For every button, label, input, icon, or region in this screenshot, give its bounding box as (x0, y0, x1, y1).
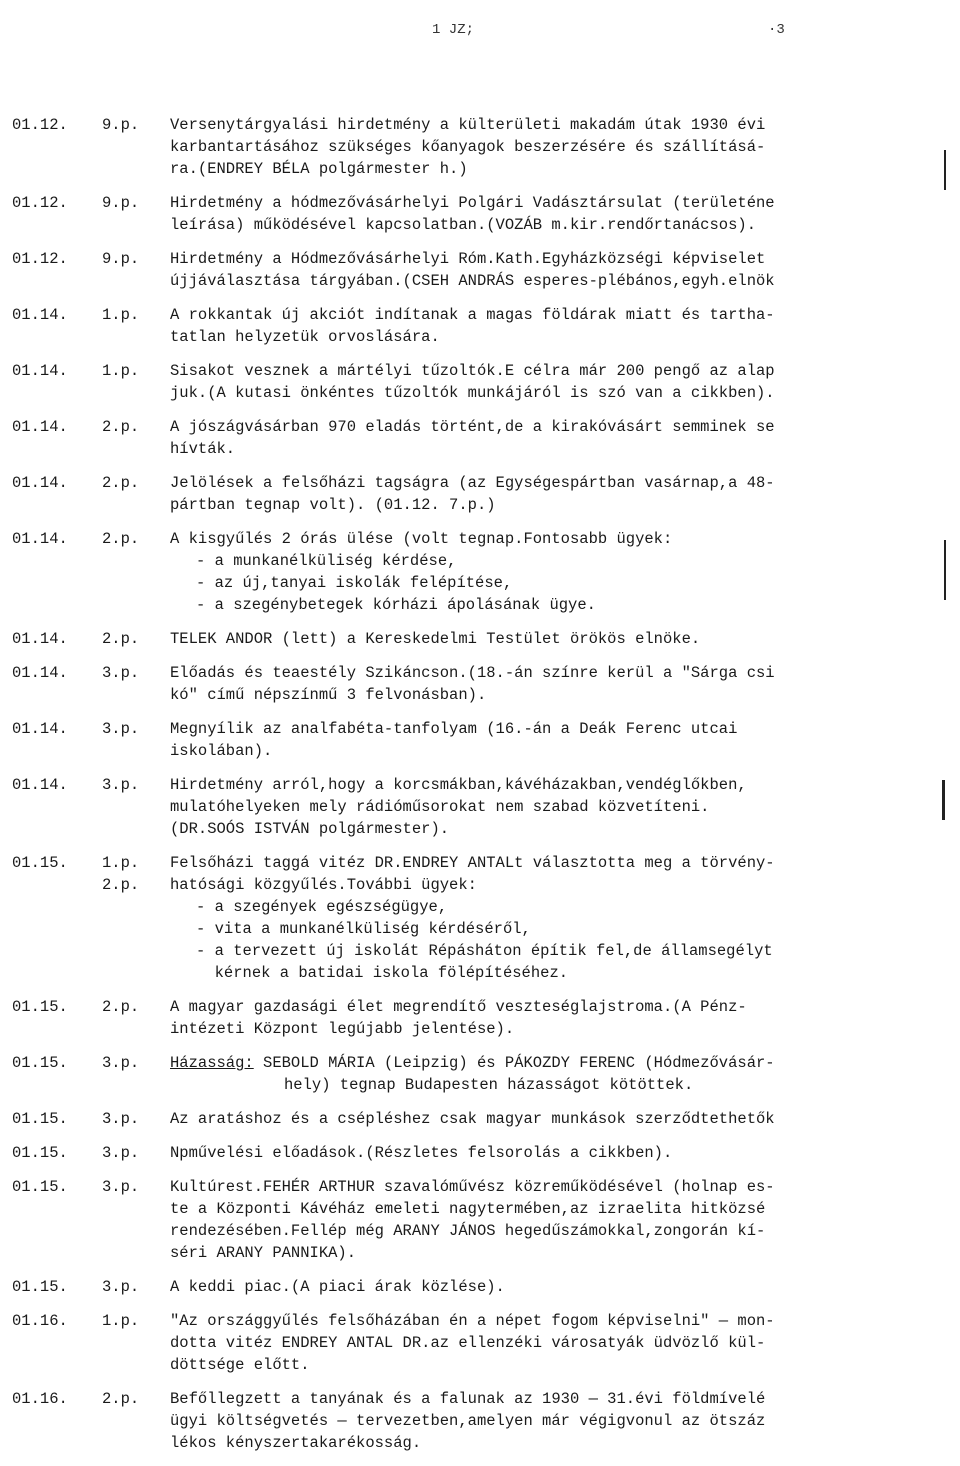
entry-text-line: Hirdetmény a hódmezővásárhelyi Polgári Vadásztársulat (területéne (170, 194, 775, 212)
entry-text-line: Kultúrest.FEHÉR ARTHUR szavalóművész közreműködésével (holnap es- (170, 1178, 775, 1196)
entry-text-line: dotta vitéz ENDREY ANTAL DR.az ellenzéki városatyák üdvözlő kül- (170, 1334, 766, 1352)
entry-row (0, 628, 960, 650)
entry-text-line: döttsége előtt. (170, 1356, 310, 1374)
entry-page-number: 3.p. (102, 664, 140, 682)
entry-text (170, 718, 930, 762)
entry-text (170, 1310, 930, 1376)
entry-text (170, 248, 930, 292)
entry-text-line: lékos kényszertakarékosság. (170, 1434, 422, 1452)
header-left-mark: 1 JZ; (432, 22, 475, 38)
entry-text-line: juk.(A kutasi önkéntes tűzoltók munkájáról is szó van a cikkben). (170, 384, 775, 402)
margin-scan-mark (944, 150, 946, 190)
entry-text (170, 774, 930, 840)
entry-lead-word: Házasság: (170, 1054, 254, 1072)
entry-text-line: Felsőházi taggá vitéz DR.ENDREY ANTALt választotta meg a törvény- (170, 854, 775, 872)
entry-text-line: Befőllegzett a tanyának és a falunak az 1930 — 31.évi földmívelé (170, 1390, 766, 1408)
entry-text (170, 304, 930, 348)
entry-page-number: 2.p. (102, 474, 140, 492)
entry-text-line: leírása) működésével kapcsolatban.(VOZÁB m.kir.rendőrtanácsos). (170, 216, 756, 234)
entry-page-number: 2.p. (102, 876, 140, 894)
entry-text (170, 1388, 930, 1454)
entry-text (170, 416, 930, 460)
entry-date: 01.15. (12, 998, 68, 1016)
entry-page (102, 528, 158, 550)
entry-page (102, 774, 158, 796)
entry-row (0, 662, 960, 706)
entry-page (102, 416, 158, 438)
header-right-mark: ·3 (768, 22, 785, 38)
entry-row (0, 192, 960, 236)
entry-page-number: 2.p. (102, 998, 140, 1016)
entry-text-line: (DR.SOÓS ISTVÁN polgármester). (170, 820, 450, 838)
entry-text (170, 662, 930, 706)
entry-page (102, 1388, 158, 1410)
entry-row (0, 416, 960, 460)
entry-page (102, 718, 158, 740)
entry-text (170, 1176, 930, 1264)
entry-row (0, 996, 960, 1040)
entry-text-line: - a munkanélküliség kérdése, (196, 552, 457, 570)
entry-text-line: - az új,tanyai iskolák felépítése, (196, 574, 513, 592)
entry-date: 01.15. (12, 854, 68, 872)
entry-page (102, 360, 158, 382)
page-header (0, 22, 960, 46)
entry-date: 01.15. (12, 1178, 68, 1196)
entry-date: 01.14. (12, 776, 68, 794)
entry-text-line: Hirdetmény arról,hogy a korcsmákban,kávéházakban,vendéglőkben, (170, 776, 747, 794)
entry-text-line: te a Központi Kávéház emeleti nagytermében,az izraelita hitközsé (170, 1200, 766, 1218)
entry-page-number: 3.p. (102, 720, 140, 738)
entry-date: 01.14. (12, 418, 68, 436)
entry-text (170, 628, 930, 650)
entry-text-line: iskolában). (170, 742, 273, 760)
entry-text (170, 528, 930, 616)
entry-text-line: rendezésében.Fellép még ARANY JÁNOS hegedűszámokkal,zongorán kí- (170, 1222, 766, 1240)
entry-page-number: 2.p. (102, 418, 140, 436)
entry-text (170, 1108, 930, 1130)
entry-date: 01.16. (12, 1390, 68, 1408)
entry-text-line: - a szegénybetegek kórházi ápolásának ügye. (196, 596, 596, 614)
entry-page (102, 996, 158, 1018)
entry-list (0, 114, 960, 1466)
entry-date: 01.15. (12, 1144, 68, 1162)
entry-page (102, 662, 158, 684)
entry-row (0, 852, 960, 984)
margin-scan-mark (942, 780, 945, 820)
entry-text (170, 996, 930, 1040)
entry-date: 01.15. (12, 1054, 68, 1072)
entry-page-number: 3.p. (102, 776, 140, 794)
entry-text-line: A keddi piac.(A piaci árak közlése). (170, 1278, 505, 1296)
entry-page-number: 1.p. (102, 1312, 140, 1330)
entry-text-line: kó" című népszínmű 3 felvonásban). (170, 686, 487, 704)
entry-date: 01.14. (12, 664, 68, 682)
entry-row (0, 1108, 960, 1130)
entry-row (0, 360, 960, 404)
entry-text-line: hívták. (170, 440, 236, 458)
entry-text-line: A magyar gazdasági élet megrendítő veszteséglajstroma.(A Pénz- (170, 998, 747, 1016)
entry-page-number: 1.p. (102, 362, 140, 380)
entry-text-line: kérnek a batidai iskola fölépítéséhez. (196, 964, 569, 982)
entry-text-line: Előadás és teaestély Szikáncson.(18.-án színre kerül a "Sárga csi (170, 664, 775, 682)
entry-text-line: - a tervezett új iskolát Répásháton építik fel,de államsegélyt (196, 942, 773, 960)
entry-text-line: karbantartásához szükséges kőanyagok beszerzésére és szállításá- (170, 138, 766, 156)
entry-row (0, 774, 960, 840)
entry-text-line: hatósági közgyűlés.További ügyek: (170, 876, 477, 894)
entry-text (170, 1052, 930, 1096)
entry-page-number: 2.p. (102, 1390, 140, 1408)
entry-row (0, 248, 960, 292)
entry-page-number: 1.p. (102, 854, 140, 872)
entry-date: 01.15. (12, 1278, 68, 1296)
entry-text-line: ügyi költségvetés — tervezetben,amelyen már végigvonul az ötszáz (170, 1412, 766, 1430)
entry-page (102, 1108, 158, 1130)
entry-row (0, 472, 960, 516)
entry-row (0, 718, 960, 762)
entry-row (0, 1310, 960, 1376)
entry-page-number: 2.p. (102, 630, 140, 648)
margin-scan-mark (944, 540, 946, 600)
entry-text (170, 192, 930, 236)
entry-date: 01.14. (12, 474, 68, 492)
entry-text-rest: SEBOLD MÁRIA (Leipzig) és PÁKOZDY FERENC (Hódmezővásár- (253, 1054, 775, 1072)
entry-text-line (170, 1052, 930, 1074)
entry-text (170, 472, 930, 516)
entry-date: 01.14. (12, 530, 68, 548)
entry-date: 01.16. (12, 1312, 68, 1330)
entry-text-line: intézeti Központ legújabb jelentése). (170, 1020, 515, 1038)
entry-page-number: 1.p. (102, 306, 140, 324)
entry-text-line: mulatóhelyeken mely rádióműsorokat nem szabad közvetíteni. (170, 798, 710, 816)
entry-page (102, 472, 158, 494)
entry-text-line: ra.(ENDREY BÉLA polgármester h.) (170, 160, 468, 178)
entry-page (102, 248, 158, 270)
entry-text-line: séri ARANY PANNIKA). (170, 1244, 357, 1262)
entry-page-number: 3.p. (102, 1110, 140, 1128)
entry-text-line: Versenytárgyalási hirdetmény a külterületi makadám útak 1930 évi (170, 116, 766, 134)
entry-page-number: 3.p. (102, 1144, 140, 1162)
entry-text-line: - vita a munkanélküliség kérdéséről, (196, 920, 531, 938)
entry-page-number: 9.p. (102, 194, 140, 212)
entry-text-line: pártban tegnap volt). (01.12. 7.p.) (170, 496, 496, 514)
entry-text-line: A kisgyűlés 2 órás ülése (volt tegnap.Fontosabb ügyek: (170, 530, 673, 548)
entry-date: 01.15. (12, 1110, 68, 1128)
entry-text-line: A rokkantak új akciót indítanak a magas földárak miatt és tartha- (170, 306, 775, 324)
entry-row (0, 1176, 960, 1264)
entry-date: 01.14. (12, 306, 68, 324)
entry-text-line: Hirdetmény a Hódmezővásárhelyi Róm.Kath.Egyházközségi képviselet (170, 250, 766, 268)
entry-text-line: Sisakot vesznek a mártélyi tűzoltók.E célra már 200 pengő az alap (170, 362, 775, 380)
entry-date: 01.14. (12, 720, 68, 738)
entry-text-line: - a szegények egészségügye, (196, 898, 448, 916)
entry-text-line: TELEK ANDOR (lett) a Kereskedelmi Testület örökös elnöke. (170, 630, 701, 648)
entry-date: 01.12. (12, 250, 68, 268)
entry-page-number: 3.p. (102, 1178, 140, 1196)
entry-page (102, 1052, 158, 1074)
entry-page (102, 1142, 158, 1164)
entry-text-line: "Az országgyűlés felsőházában én a népet fogom képviselni" — mon- (170, 1312, 775, 1330)
entry-date: 01.12. (12, 194, 68, 212)
entry-row (0, 1388, 960, 1454)
entry-page (102, 1176, 158, 1198)
entry-page (102, 192, 158, 214)
entry-text (170, 114, 930, 180)
entry-page (102, 114, 158, 136)
entry-text-line: tatlan helyzetük orvoslására. (170, 328, 440, 346)
entry-page (102, 628, 158, 650)
entry-date: 01.14. (12, 630, 68, 648)
entry-page (102, 1310, 158, 1332)
entry-text-line: hely) tegnap Budapesten házasságot kötöttek. (284, 1076, 694, 1094)
entry-page-number: 2.p. (102, 530, 140, 548)
entry-page (102, 1276, 158, 1298)
entry-row (0, 114, 960, 180)
entry-text-line: Megnyílik az analfabéta-tanfolyam (16.-án a Deák Ferenc utcai (170, 720, 738, 738)
entry-text-line: újjáválasztása tárgyában.(CSEH ANDRÁS esperes-plébános,egyh.elnök (170, 272, 775, 290)
entry-date: 01.14. (12, 362, 68, 380)
entry-date: 01.12. (12, 116, 68, 134)
entry-text (170, 1276, 930, 1298)
entry-page-number: 3.p. (102, 1054, 140, 1072)
entry-text (170, 852, 930, 984)
entry-page (102, 304, 158, 326)
entry-row (0, 1052, 960, 1096)
entry-row (0, 528, 960, 616)
entry-text-line: A jószágvásárban 970 eladás történt,de a kirakóvásárt semminek se (170, 418, 775, 436)
entry-row (0, 304, 960, 348)
entry-text (170, 1142, 930, 1164)
entry-text-line: Az aratáshoz és a csépléshez csak magyar munkások szerződtethetők (170, 1110, 775, 1128)
entry-page-number: 9.p. (102, 250, 140, 268)
entry-text-line: Jelölések a felsőházi tagságra (az Egységespártban vasárnap,a 48- (170, 474, 775, 492)
entry-text (170, 360, 930, 404)
entry-page-number: 9.p. (102, 116, 140, 134)
entry-page (102, 852, 158, 896)
entry-row (0, 1276, 960, 1298)
entry-text-line: Npművelési előadások.(Részletes felsorolás a cikkben). (170, 1144, 673, 1162)
entry-page-number: 3.p. (102, 1278, 140, 1296)
entry-row (0, 1142, 960, 1164)
